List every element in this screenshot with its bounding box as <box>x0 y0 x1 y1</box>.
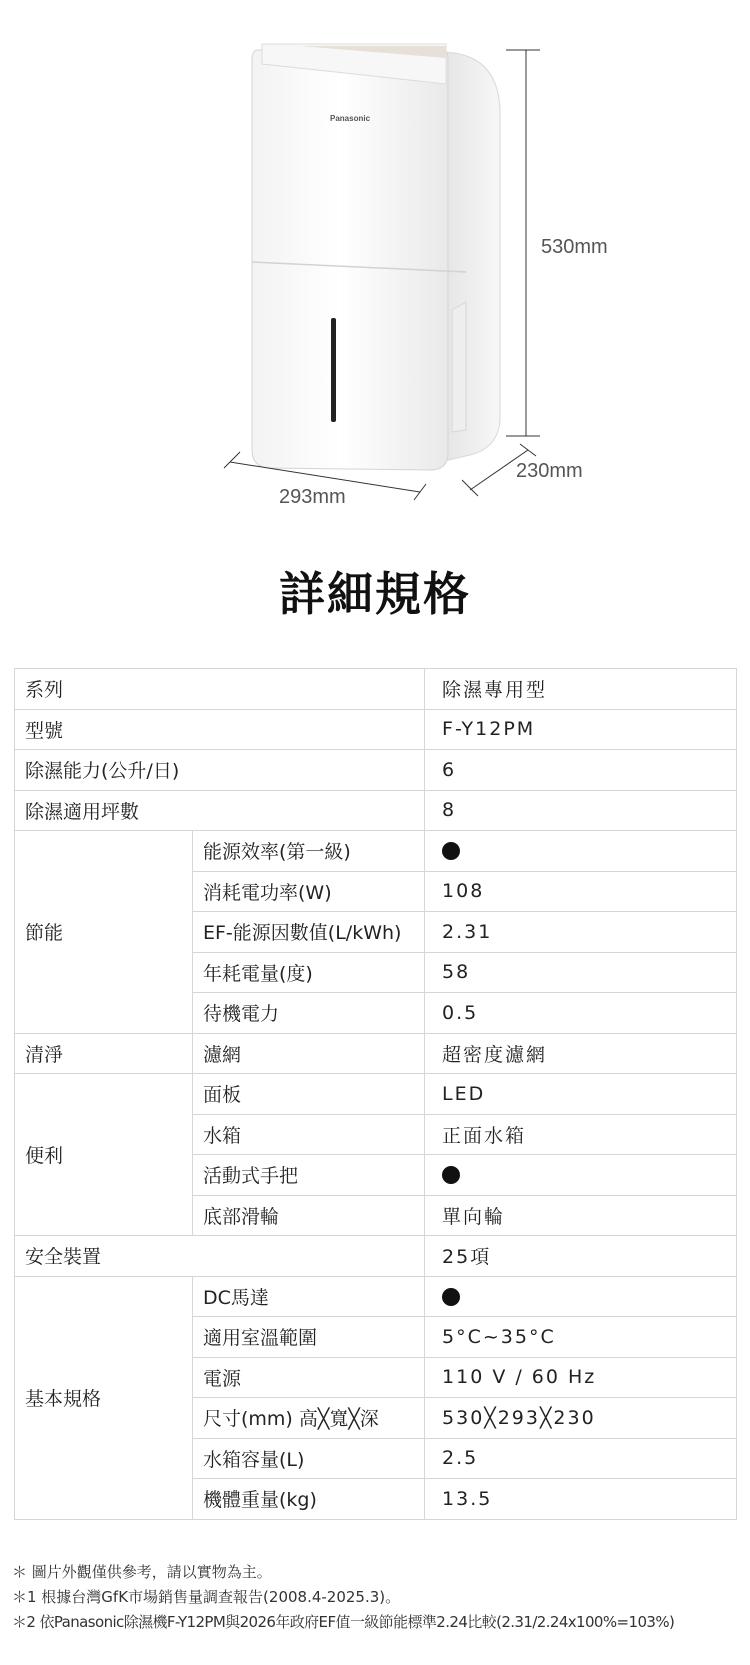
row-label: 除濕適用坪數 <box>15 790 425 831</box>
row-label: 活動式手把 <box>193 1155 425 1196</box>
group-label: 節能 <box>15 831 193 1034</box>
product-image <box>0 0 750 530</box>
row-label: 底部滑輪 <box>193 1195 425 1236</box>
depth-dimension-label: 230mm <box>516 460 583 482</box>
table-row <box>15 790 737 831</box>
row-label: 濾網 <box>193 1033 425 1074</box>
row-value: 8 <box>425 790 737 831</box>
group-label: 基本規格 <box>15 1276 193 1519</box>
table-row <box>15 1074 737 1115</box>
row-value: 單向輪 <box>425 1195 737 1236</box>
row-label: 電源 <box>193 1357 425 1398</box>
row-value <box>425 1155 737 1196</box>
table-row <box>15 1276 737 1317</box>
row-label: 消耗電功率(W) <box>193 871 425 912</box>
row-value: 2.5 <box>425 1438 737 1479</box>
group-label: 清淨 <box>15 1033 193 1074</box>
row-label: 待機電力 <box>193 993 425 1034</box>
bullet-dot-icon <box>442 1288 460 1306</box>
row-label: DC馬達 <box>193 1276 425 1317</box>
row-value: 108 <box>425 871 737 912</box>
row-label: 系列 <box>15 669 425 710</box>
row-value: 58 <box>425 952 737 993</box>
row-value: 2.31 <box>425 912 737 953</box>
row-label: 水箱容量(L) <box>193 1438 425 1479</box>
row-label: 年耗電量(度) <box>193 952 425 993</box>
row-value: 超密度濾網 <box>425 1033 737 1074</box>
brand-logo: Panasonic <box>330 114 371 123</box>
row-label: 尺寸(mm) 高╳寬╳深 <box>193 1398 425 1439</box>
row-label: 能源效率(第一級) <box>193 831 425 872</box>
height-dimension-label: 530mm <box>541 236 608 258</box>
row-value <box>425 831 737 872</box>
row-value: 13.5 <box>425 1479 737 1520</box>
row-value: F-Y12PM <box>425 709 737 750</box>
row-value: 6 <box>425 750 737 791</box>
table-row <box>15 1033 737 1074</box>
row-label: EF-能源因數值(L/kWh) <box>193 912 425 953</box>
table-row <box>15 709 737 750</box>
row-value: 110 V / 60 Hz <box>425 1357 737 1398</box>
dehumidifier-illustration <box>0 0 750 530</box>
row-label: 安全裝置 <box>15 1236 425 1277</box>
row-value: 530╳293╳230 <box>425 1398 737 1439</box>
footnote: ＊1 根據台灣GfK市場銷售量調查報告(2008.4-2025.3)。 <box>12 1588 401 1606</box>
row-value: 5°C~35°C <box>425 1317 737 1358</box>
row-value <box>425 1276 737 1317</box>
bullet-dot-icon <box>442 1166 460 1184</box>
width-dimension-label: 293mm <box>279 486 346 508</box>
row-value: 正面水箱 <box>425 1114 737 1155</box>
row-label: 除濕能力(公升/日) <box>15 750 425 791</box>
footnotes <box>12 1560 742 1635</box>
footnote: ＊2 依Panasonic除濕機F-Y12PM與2026年政府EF值一級節能標準2.24比較(2.31/2.24x100%=103%) <box>12 1613 675 1631</box>
row-label: 水箱 <box>193 1114 425 1155</box>
table-row <box>15 831 737 872</box>
row-value: LED <box>425 1074 737 1115</box>
row-label: 面板 <box>193 1074 425 1115</box>
footnote: ＊ 圖片外觀僅供參考，請以實物為主。 <box>12 1563 272 1581</box>
row-label: 型號 <box>15 709 425 750</box>
spec-table <box>14 668 737 1520</box>
row-value: 0.5 <box>425 993 737 1034</box>
row-label: 機體重量(kg) <box>193 1479 425 1520</box>
page-title: 詳細規格 <box>279 567 471 621</box>
row-value: 25項 <box>425 1236 737 1277</box>
table-row <box>15 1236 737 1277</box>
bullet-dot-icon <box>442 842 460 860</box>
group-label: 便利 <box>15 1074 193 1236</box>
row-label: 適用室溫範圍 <box>193 1317 425 1358</box>
row-value: 除濕專用型 <box>425 669 737 710</box>
table-row <box>15 669 737 710</box>
table-row <box>15 750 737 791</box>
